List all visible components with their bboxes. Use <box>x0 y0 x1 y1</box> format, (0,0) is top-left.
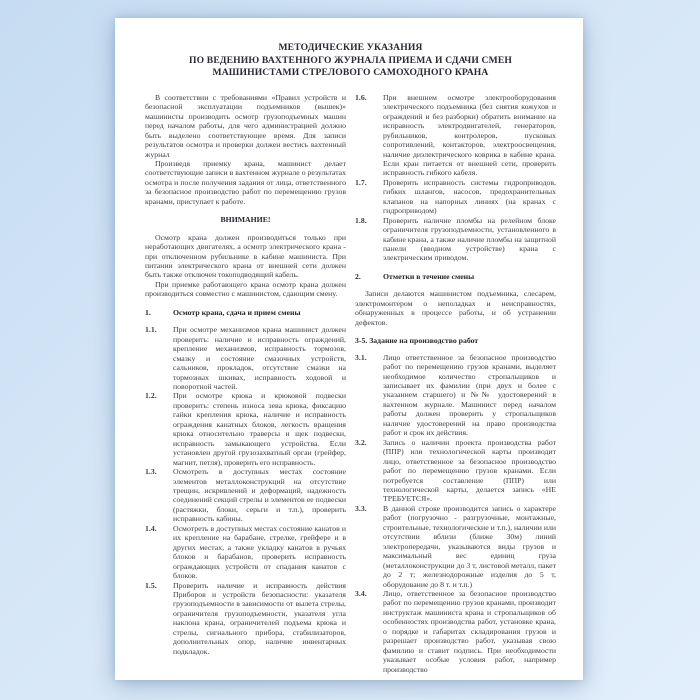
list-item-text: При осмотре механизмов крана машинист должен проверить: наличие и исправность ограждений, крепление механизмов, исправность тормозов, смазку и состояние смазочных устройств, сальников, прокладок, отсутствие смазки на тормозных шкивах, исправность ходовой и поворотной частей. <box>173 325 346 392</box>
list-item-number: 1.4. <box>145 523 157 533</box>
attention-paragraph-1: Осмотр крана должен производиться только при неработающих двигателях, а осмотр электрического крана - при отключенном рубильнике в кабине машиниста. При питании электрического крана от внешней сети должен быть также отключен токоподводящий кабель. <box>145 232 346 280</box>
list-item-text: Проверить наличие пломбы на релейном блоке ограничителя грузоподъемности, установленного в кабине крана, а также наличие пломбы на защитной панели (вводном устройстве) крана с электрическим приводом. <box>383 215 556 263</box>
list-item-text: Лицо, ответственное за безопасное производство работ по перемещению грузов кранами, производит инструктаж машиниста крана и стропальщиков об особенностях производства работ, установке крана, о порядке и габаритах складирования грузов и разрешает производство работ, указывая свою фамилию и ставит подпись. При необходимости указывает особые условия работ, например производство <box>383 588 556 674</box>
section-2-number: 2. <box>355 271 361 281</box>
section-2-heading <box>355 272 556 281</box>
list-item-text: Осмотреть в доступных местах состояние канатов и их крепление на барабане, стрелке, грейфере и в других местах, а также укладку канатов в ручьях блоков и барабанов, проверить исправность ограждающих устройств от спадания канатов с блоков. <box>173 523 346 581</box>
list-item-number: 1.6. <box>355 92 367 102</box>
list-item-number: 3.4. <box>355 588 367 598</box>
list-item-1-7 <box>355 178 556 216</box>
list-item-number: 3.3. <box>355 503 367 513</box>
list-item-3-1 <box>355 353 556 438</box>
section-2-paragraph: Записи делаются машинистом подъемника, слесарем, электромонтером о неполадках и неисправностях, обнаруженных в процессе работы, и об устранении дефектов. <box>355 289 556 327</box>
section-2-title: Отметки в течение смены <box>383 271 475 281</box>
list-item-3-2 <box>355 438 556 504</box>
list-item-text: Запись о наличии проекта производства работ (ППР) или технологической карты производит лицо, ответственное за безопасное производство работ по перемещению грузов кранами. Если потребуется составление (ППР) или технологической карты, делается запись «НЕ ТРЕБУЕТСЯ». <box>383 437 556 504</box>
list-item-number: 1.7. <box>355 177 367 187</box>
list-item-3-4 <box>355 589 556 674</box>
list-item-number: 1.2. <box>145 391 157 401</box>
list-item-text: Проверить наличие и исправность действия Приборов и устройств безопасности: указателя грузоподъемности в зависимости от вылета стрелы, ограничителя грузоподъемности, указателя угла наклона крана, ограничителей подъема крюка и стрелы, сигнального прибора, стабилизаторов, дополнительных опор, наличие инвентарных подкладок. <box>173 580 346 656</box>
doc-title-line-2: ПО ВЕДЕНИЮ ВАХТЕННОГО ЖУРНАЛА ПРИЕМА И СДАЧИ СМЕН <box>189 54 512 66</box>
attention-paragraph-2: При приемке работающего крана осмотр крана должен производиться совместно с машинистом, сдающим смену. <box>145 279 346 299</box>
doc-title <box>145 42 556 80</box>
document-page <box>115 18 583 680</box>
left-column <box>145 93 346 674</box>
list-item-number: 1.3. <box>145 467 157 477</box>
intro-paragraph-1: В соответствии с требованиями «Правил устройств и безопасной эксплуатации подъемников (вышек)» машинисты производить осмотр грузоподъемных машин перед началом работы, для чего администрацией должно быть выделено соответствующее время. Для записи результатов осмотра и проверки должен вестись вахтенный журнал <box>145 92 346 159</box>
doc-title-line-3: МАШИНИСТАМИ СТРЕЛОВОГО САМОХОДНОГО КРАНА <box>212 67 489 79</box>
list-item-1-1 <box>145 325 346 391</box>
list-item-text: При осмотре крюка и крюковой подвески проверить: степень износа зева крюка, фиксацию гайки крепления крюка, наличие и исправность ограждения канатных блоков, легкость вращения крюка относительно траверсы и щек подвески, исправность замыкающего устройства. Если установлен другой грузозахватный орган (грейфер, магнит, петля), проверить его исправность. <box>173 391 346 467</box>
section-1-heading <box>145 308 346 317</box>
list-item-number: 3.2. <box>355 437 367 447</box>
section-1-number: 1. <box>145 307 151 317</box>
list-item-text: В данной строке производится запись о характере работ (погрузочно - разгрузочные, монтажные, строительные, технологические и т.п.), наличии или отсутствии вблизи (ближе 30м) линий электропередачи, указываются виды грузов и максимальный вес единиц груза (металлоконструкции до 3 т, листовой металл, пакет до 2 т; железнодорожные изделия до 5 т, оборудование до 8 т. и т.п.) <box>383 503 556 589</box>
attention-heading: ВНИМАНИЕ! <box>220 215 271 225</box>
two-column-body <box>145 93 556 674</box>
list-item-text: Лицо ответственное за безопасное производство работ по перемещению грузов кранами, выделяет необходимое количество стропальщиков и записывает их фамилии (при двух и более с указанием старшего) и №№ удостоверений в вахтенном журнале. Машинист перед началом работы должен проверить у стропальщиков наличие удостоверений на право производства работ и срок их действия. <box>383 352 556 438</box>
list-item-number: 3.1. <box>355 352 367 362</box>
list-item-1-3 <box>145 467 346 524</box>
list-item-1-6 <box>355 93 556 178</box>
doc-title-line-1: МЕТОДИЧЕСКИЕ УКАЗАНИЯ <box>278 42 423 53</box>
list-item-1-5 <box>145 581 346 657</box>
list-item-1-8 <box>355 216 556 263</box>
right-column <box>355 93 556 674</box>
list-item-1-2 <box>145 391 346 467</box>
list-item-text: При внешнем осмотре электрооборудования электрического подъемника (без снятия кожухов и ограждений и без разборки) обратить внимание на исправность электродвигателей, генераторов, рубильников, контролеров, пусковых сопротивлений, контакторов, электроосвещения, наличие диэлектрического коврика в кабине крана. Если кран питается от внешней сети, проверить исправность гибкого кабеля. <box>383 92 556 178</box>
list-item-number: 1.5. <box>145 580 157 590</box>
intro-paragraph-2: Произведя приемку крана, машинист делает соответствующие записи в вахтенном журнале о результатах осмотра и после получения задания от лица, ответственного за безопасное производство работ по перемещению грузов кранами, приступает к работе. <box>145 158 346 206</box>
list-item-3-3 <box>355 504 556 589</box>
list-item-text: Проверить исправность системы гидроприводов, гибких шлангов, насосов, предохранительных клапанов на напорных линиях (на кранах с гидроприводом) <box>383 177 556 216</box>
list-item-1-4 <box>145 524 346 581</box>
list-item-number: 1.8. <box>355 215 367 225</box>
section-1-title: Осмотр крана, сдача и прием смены <box>173 307 301 317</box>
section-3-5-heading: 3-5. Задание на производство работ <box>355 336 479 346</box>
list-item-number: 1.1. <box>145 325 157 335</box>
list-item-text: Осмотреть в доступных местах состояние элементов металлоконструкций на отсутствие трещин, искривлений и деформаций, надежность соединений секций стрелы и элементов ее подвески (растяжки, блоки, серьги и т.п.), проверить исправность кабины. <box>173 467 346 524</box>
